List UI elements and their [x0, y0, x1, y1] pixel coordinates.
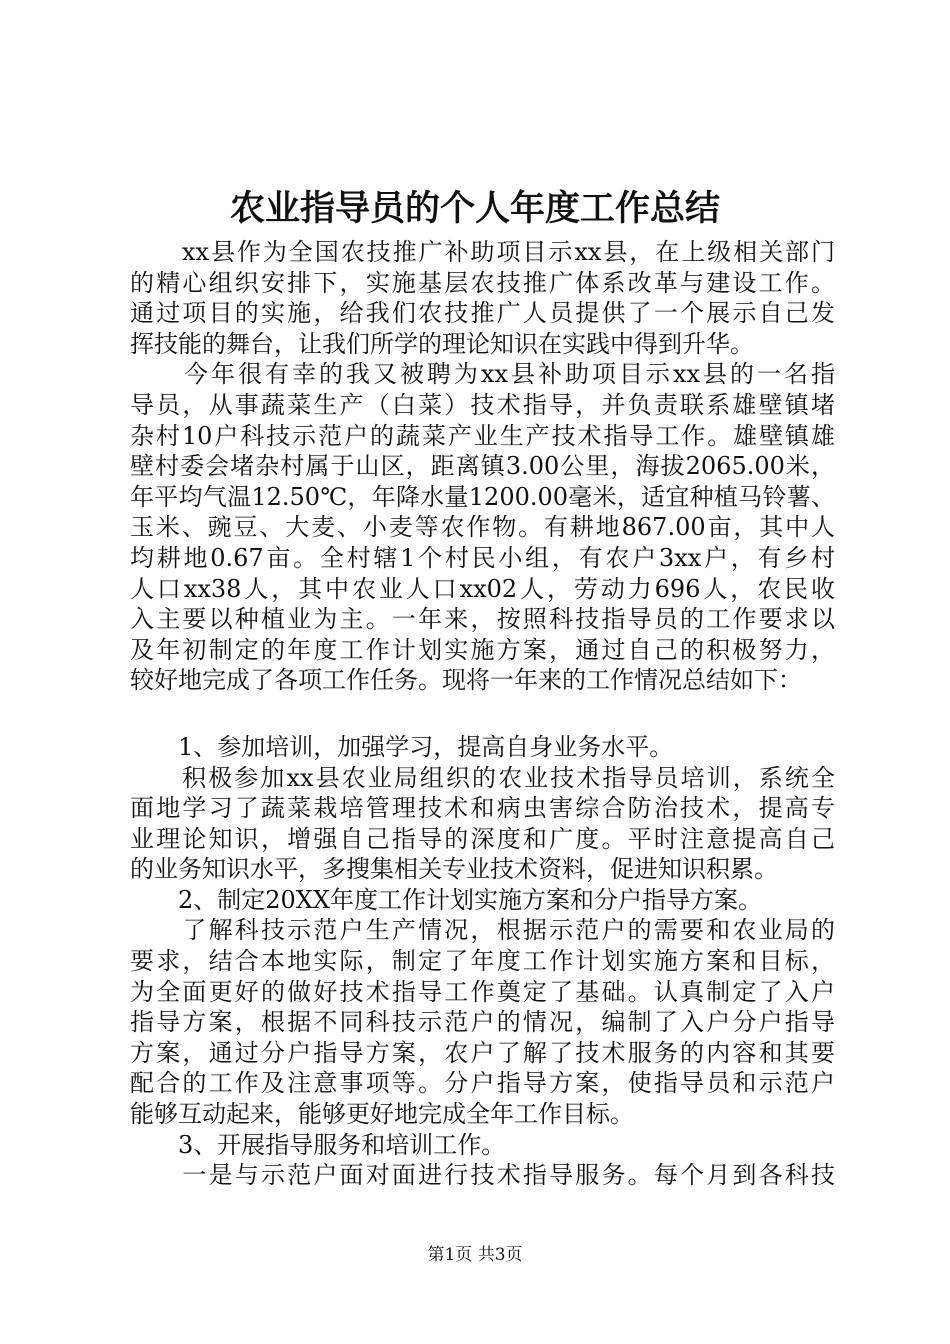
page-footer: 第1页 共3页	[427, 1245, 523, 1265]
text-line: 指导方案，根据不同科技示范户的情况，编制了入户分户指导	[130, 1008, 835, 1037]
text-line: 能够互动起来，能够更好地完成全年工作目标。	[130, 1100, 634, 1129]
text-line: 挥技能的舞台，让我们所学的理论知识在实践中得到升华。	[130, 329, 754, 358]
document-title: 农业指导员的个人年度工作总结	[229, 188, 720, 229]
text-line: 的业务知识水平，多搜集相关专业技术资料，促进知识积累。	[130, 855, 778, 884]
document-body	[130, 237, 835, 1191]
text-line: 通过项目的实施，给我们农技推广人员提供了一个展示自己发	[130, 299, 835, 328]
text-line: 壁村委会堵杂村属于山区，距离镇3.00公里，海拔2065.00米，	[130, 452, 835, 481]
text-line: 及年初制定的年度工作计划实施方案，通过自己的积极努力，	[130, 635, 835, 664]
text-line: 今年很有幸的我又被聘为xx县补助项目示xx县的一名指	[130, 360, 835, 389]
paragraph-gap	[130, 696, 835, 732]
text-line: 年平均气温12.50℃，年降水量1200.00毫米，适宜种植马铃薯、	[130, 482, 835, 511]
text-line: xx县作为全国农技推广补助项目示xx县，在上级相关部门	[130, 238, 835, 266]
text-line: 配合的工作及注意事项等。分户指导方案，使指导员和示范户	[130, 1069, 835, 1098]
text-line: 均耕地0.67亩。全村辖1个村民小组，有农户3xx户，有乡村	[130, 543, 835, 572]
text-line: 2、制定20XX年度工作计划实施方案和分户指导方案。	[130, 885, 762, 914]
text-line: 为全面更好的做好技术指导工作奠定了基础。认真制定了入户	[130, 977, 835, 1006]
text-line: 一是与示范户面对面进行技术指导服务。每个月到各科技	[130, 1161, 835, 1190]
text-line: 积极参加xx县农业局组织的农业技术指导员培训，系统全	[130, 763, 835, 792]
text-line: 面地学习了蔬菜栽培管理技术和病虫害综合防治技术，提高专	[130, 794, 835, 823]
text-line: 导员，从事蔬菜生产（白菜）技术指导，并负责联系雄壁镇堵	[130, 390, 835, 419]
text-line: 了解科技示范户生产情况，根据示范户的需要和农业局的	[130, 916, 835, 945]
text-line: 3、开展指导服务和培训工作。	[130, 1130, 506, 1159]
text-line: 人口xx38人，其中农业人口xx02人，劳动力696人，农民收	[130, 574, 835, 603]
text-line: 1、参加培训，加强学习，提高自身业务水平。	[130, 732, 674, 761]
text-line: 杂村10户科技示范户的蔬菜产业生产技术指导工作。雄壁镇雄	[130, 421, 835, 450]
text-line: 的精心组织安排下，实施基层农技推广体系改革与建设工作。	[130, 268, 835, 297]
text-line: 较好地完成了各项工作任务。现将一年来的工作情况总结如下：	[130, 666, 802, 695]
text-line: 方案，通过分户指导方案，农户了解了技术服务的内容和其要	[130, 1038, 835, 1067]
text-line: 玉米、豌豆、大麦、小麦等农作物。有耕地867.00亩，其中人	[130, 513, 835, 542]
text-line: 要求，结合本地实际，制定了年度工作计划实施方案和目标，	[130, 947, 835, 976]
text-line: 入主要以种植业为主。一年来，按照科技指导员的工作要求以	[130, 605, 835, 634]
text-line: 业理论知识，增强自己指导的深度和广度。平时注意提高自己	[130, 824, 835, 853]
